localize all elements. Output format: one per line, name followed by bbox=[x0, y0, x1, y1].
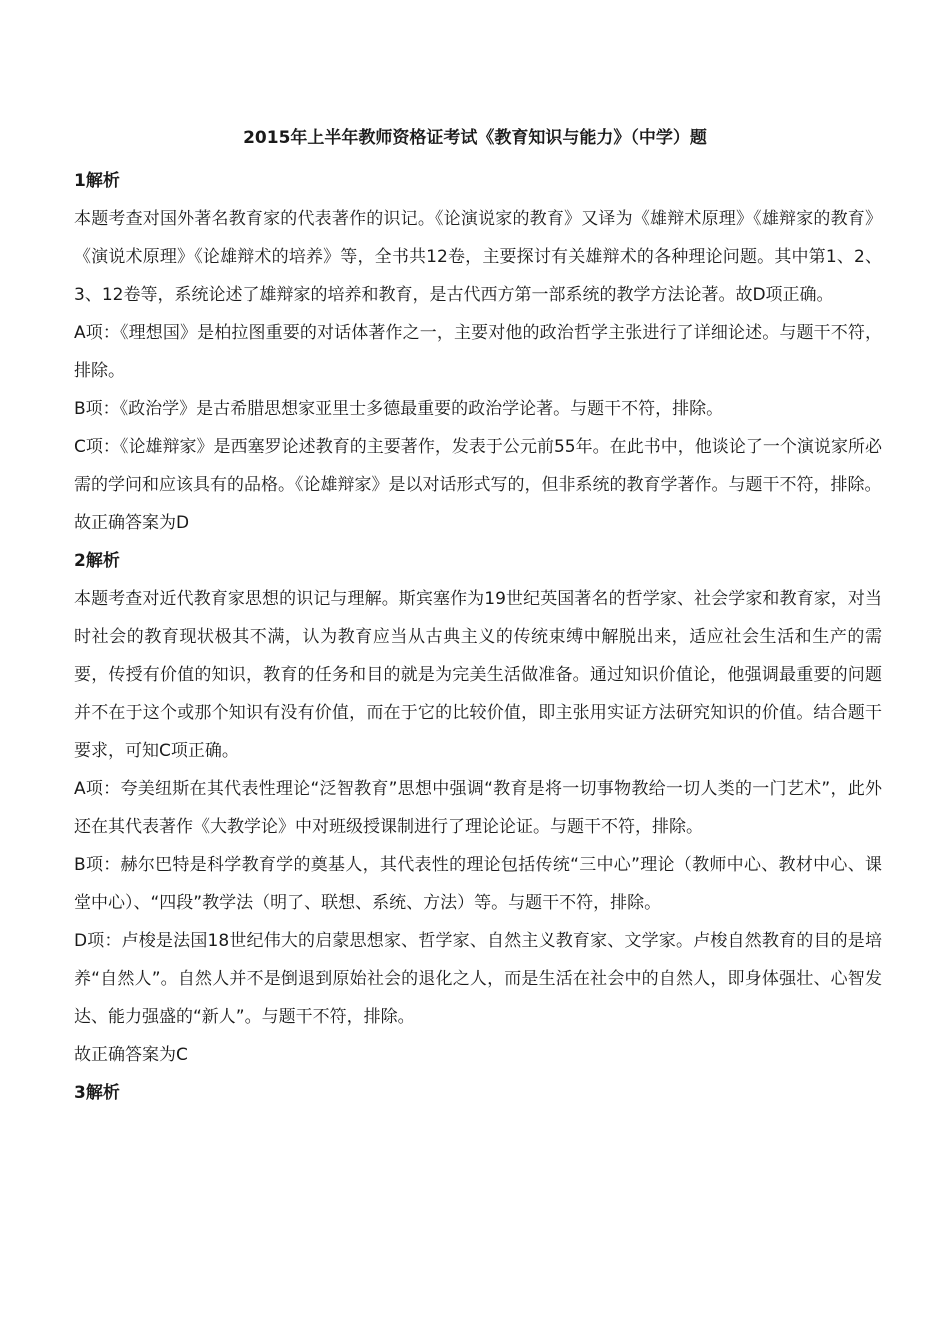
question-1-analysis bbox=[74, 162, 882, 542]
question-1-heading: 1解析 bbox=[74, 171, 120, 191]
document-body bbox=[74, 162, 882, 1112]
question-2-option-d: D项：卢梭是法国18世纪伟大的启蒙思想家、哲学家、自然主义教育家、文学家。卢梭自然教育的目的是培养“自然人”。自然人并不是倒退到原始社会的退化之人，而是生活在社会中的自然人，即身体强壮、心智发达、能力强盛的“新人”。与题干不符，排除。 bbox=[74, 931, 882, 1027]
question-2-option-a: A项：夸美纽斯在其代表性理论“泛智教育”思想中强调“教育是将一切事物教给一切人类的一门艺术”，此外还在其代表著作《大教学论》中对班级授课制进行了理论论证。与题干不符，排除。 bbox=[74, 779, 882, 837]
question-2-heading: 2解析 bbox=[74, 551, 120, 571]
question-1-option-a: A项：《理想国》是柏拉图重要的对话体著作之一，主要对他的政治哲学主张进行了详细论述。与题干不符，排除。 bbox=[74, 323, 882, 381]
question-2-analysis bbox=[74, 542, 882, 1074]
question-1-option-b: B项：《政治学》是古希腊思想家亚里士多德最重要的政治学论著。与题干不符，排除。 bbox=[74, 399, 724, 419]
question-1-intro: 本题考查对国外著名教育家的代表著作的识记。《论演说家的教育》又译为《雄辩术原理》《雄辩家的教育》《演说术原理》《论雄辩术的培养》等，全书共12卷，主要探讨有关雄辩术的各种理论问题。其中第1、2、3、12卷等，系统论述了雄辩家的培养和教育，是古代西方第一部系统的教学方法论著。故D项正确。 bbox=[74, 209, 882, 305]
question-1-option-c: C项：《论雄辩家》是西塞罗论述教育的主要著作，发表于公元前55年。在此书中，他谈论了一个演说家所必需的学问和应该具有的品格。《论雄辩家》是以对话形式写的，但非系统的教育学著作。与题干不符，排除。 bbox=[74, 437, 882, 495]
question-2-intro: 本题考查对近代教育家思想的识记与理解。斯宾塞作为19世纪英国著名的哲学家、社会学家和教育家，对当时社会的教育现状极其不满，认为教育应当从古典主义的传统束缚中解脱出来，适应社会生活和生产的需要，传授有价值的知识，教育的任务和目的就是为完美生活做准备。通过知识价值论，他强调最重要的问题并不在于这个或那个知识有没有价值，而在于它的比较价值，即主张用实证方法研究知识的价值。结合题干要求，可知C项正确。 bbox=[74, 589, 882, 761]
question-2-answer: 故正确答案为C bbox=[74, 1045, 188, 1065]
question-3-analysis bbox=[74, 1074, 882, 1112]
question-1-answer: 故正确答案为D bbox=[74, 513, 190, 533]
question-3-heading: 3解析 bbox=[74, 1083, 120, 1103]
document-title: 2015年上半年教师资格证考试《教育知识与能力》（中学）题 bbox=[243, 128, 707, 148]
question-2-option-b: B项：赫尔巴特是科学教育学的奠基人，其代表性的理论包括传统“三中心”理论（教师中心、教材中心、课堂中心）、“四段”教学法（明了、联想、系统、方法）等。与题干不符，排除。 bbox=[74, 855, 882, 913]
